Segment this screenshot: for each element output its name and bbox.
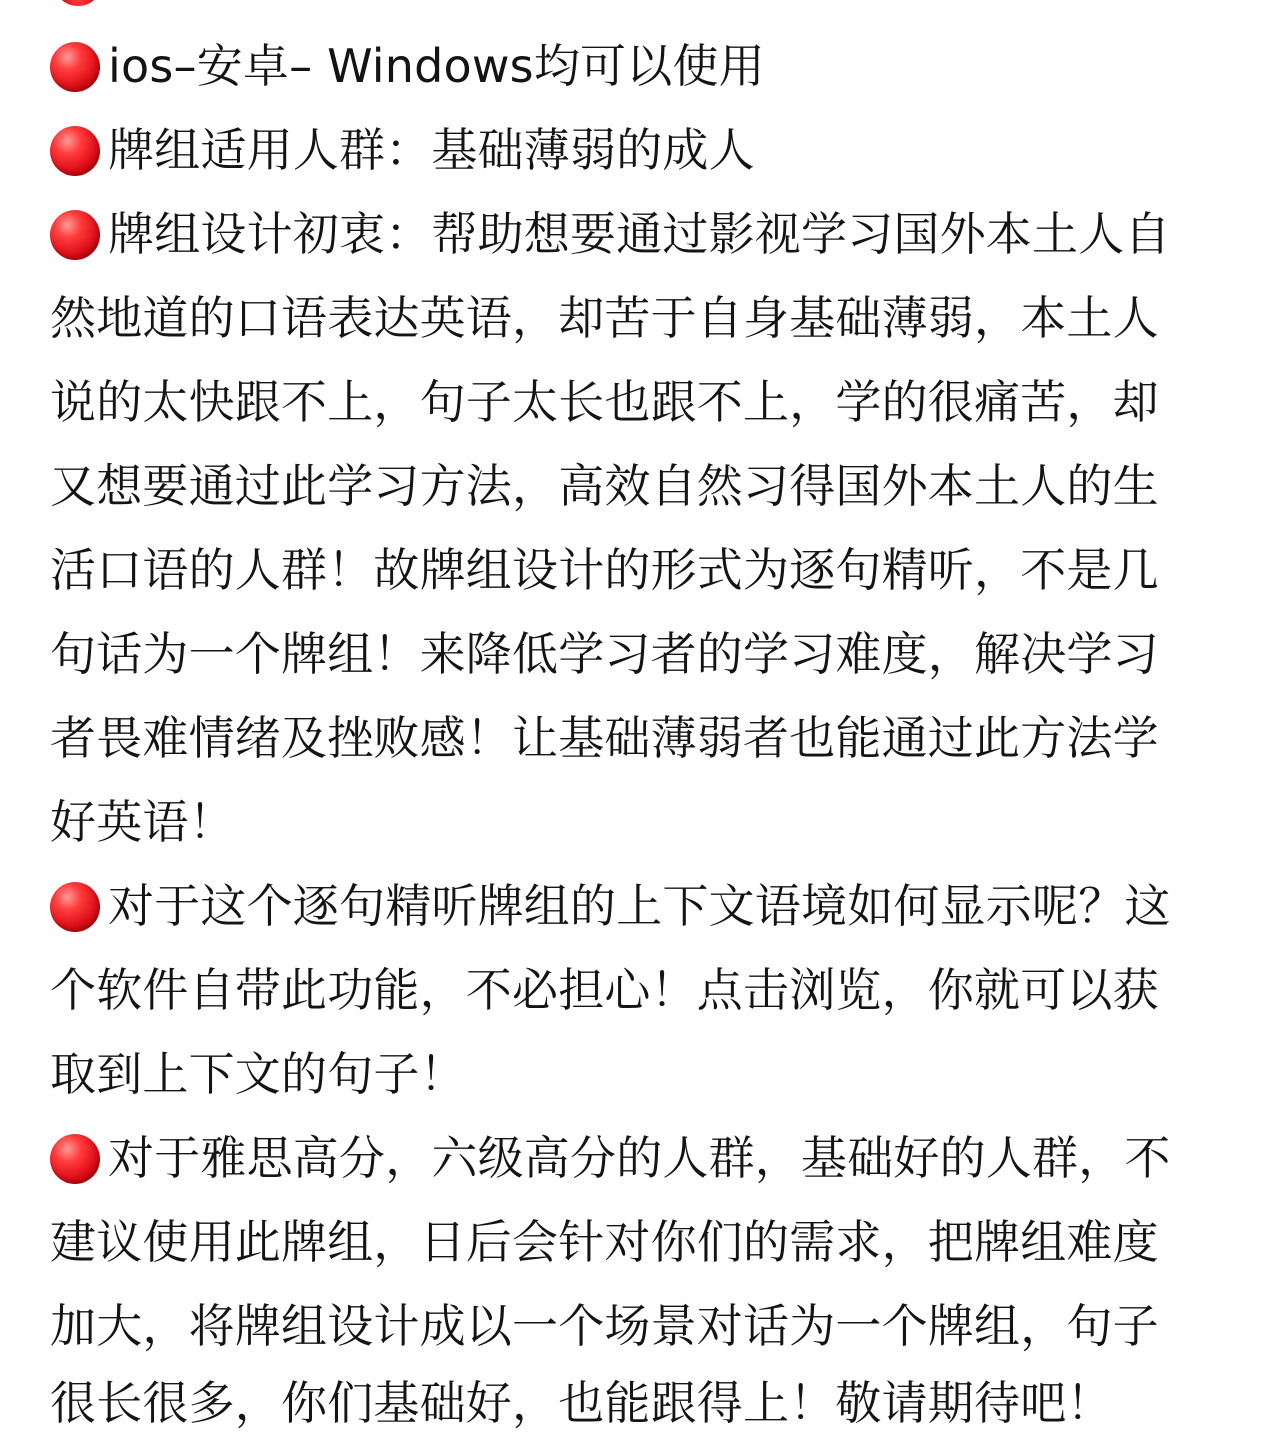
red-circle-icon: [58, 0, 98, 6]
line-text: 加大，将牌组设计成以一个场景对话为一个牌组，句子: [50, 1299, 1159, 1353]
red-circle-icon: [50, 210, 100, 260]
paragraph-line: [50, 780, 1230, 864]
line-text: 牌组设计初衷：帮助想要通过影视学习国外本土人自: [108, 207, 1171, 261]
line-text: 个软件自带此功能，不必担心！点击浏览，你就可以获: [50, 963, 1159, 1017]
paragraph-line: [50, 24, 1230, 108]
red-circle-icon: [50, 126, 100, 176]
paragraph-line: [50, 1032, 1230, 1116]
paragraph-line: [50, 1361, 1230, 1445]
line-text: 者畏难情绪及挫败感！让基础薄弱者也能通过此方法学: [50, 711, 1159, 765]
paragraph-line: [50, 276, 1230, 360]
red-circle-icon: [50, 1134, 100, 1184]
line-text: 活口语的人群！故牌组设计的形式为逐句精听，不是几: [50, 543, 1159, 597]
line-text: 对于这个逐句精听牌组的上下文语境如何显示呢？这: [108, 879, 1171, 933]
paragraph-line: [50, 864, 1230, 948]
line-text: 建议使用此牌组，日后会针对你们的需求，把牌组难度: [50, 1215, 1159, 1269]
paragraph-line: [50, 612, 1230, 696]
line-text: 句话为一个牌组！来降低学习者的学习难度，解决学习: [50, 627, 1159, 681]
line-text: 对于雅思高分，六级高分的人群，基础好的人群，不: [108, 1131, 1171, 1185]
paragraph-line: [50, 1116, 1230, 1200]
paragraph-line: [50, 360, 1230, 444]
paragraph-line: [50, 1284, 1230, 1368]
line-text: 又想要通过此学习方法，高效自然习得国外本土人的生: [50, 459, 1159, 513]
line-text: 好英语！: [50, 795, 235, 849]
paragraph-line: [50, 948, 1230, 1032]
line-text: 取到上下文的句子！: [50, 1047, 466, 1101]
line-text: 牌组适用人群：基础薄弱的成人: [108, 123, 755, 177]
paragraph-line: [50, 1200, 1230, 1284]
line-text: 说的太快跟不上，句子太长也跟不上，学的很痛苦，却: [50, 375, 1159, 429]
line-text: 很长很多，你们基础好，也能跟得上！敬请期待吧！: [50, 1376, 1113, 1430]
paragraph-line: [50, 696, 1230, 780]
red-circle-icon: [50, 42, 100, 92]
line-text: ios–安卓– Windows均可以使用: [108, 39, 765, 93]
paragraph-line: [50, 192, 1230, 276]
paragraph-line: [50, 528, 1230, 612]
line-text: 然地道的口语表达英语，却苦于自身基础薄弱，本土人: [50, 291, 1159, 345]
paragraph-line: [50, 108, 1230, 192]
red-circle-icon: [50, 882, 100, 932]
paragraph-line: [50, 444, 1230, 528]
